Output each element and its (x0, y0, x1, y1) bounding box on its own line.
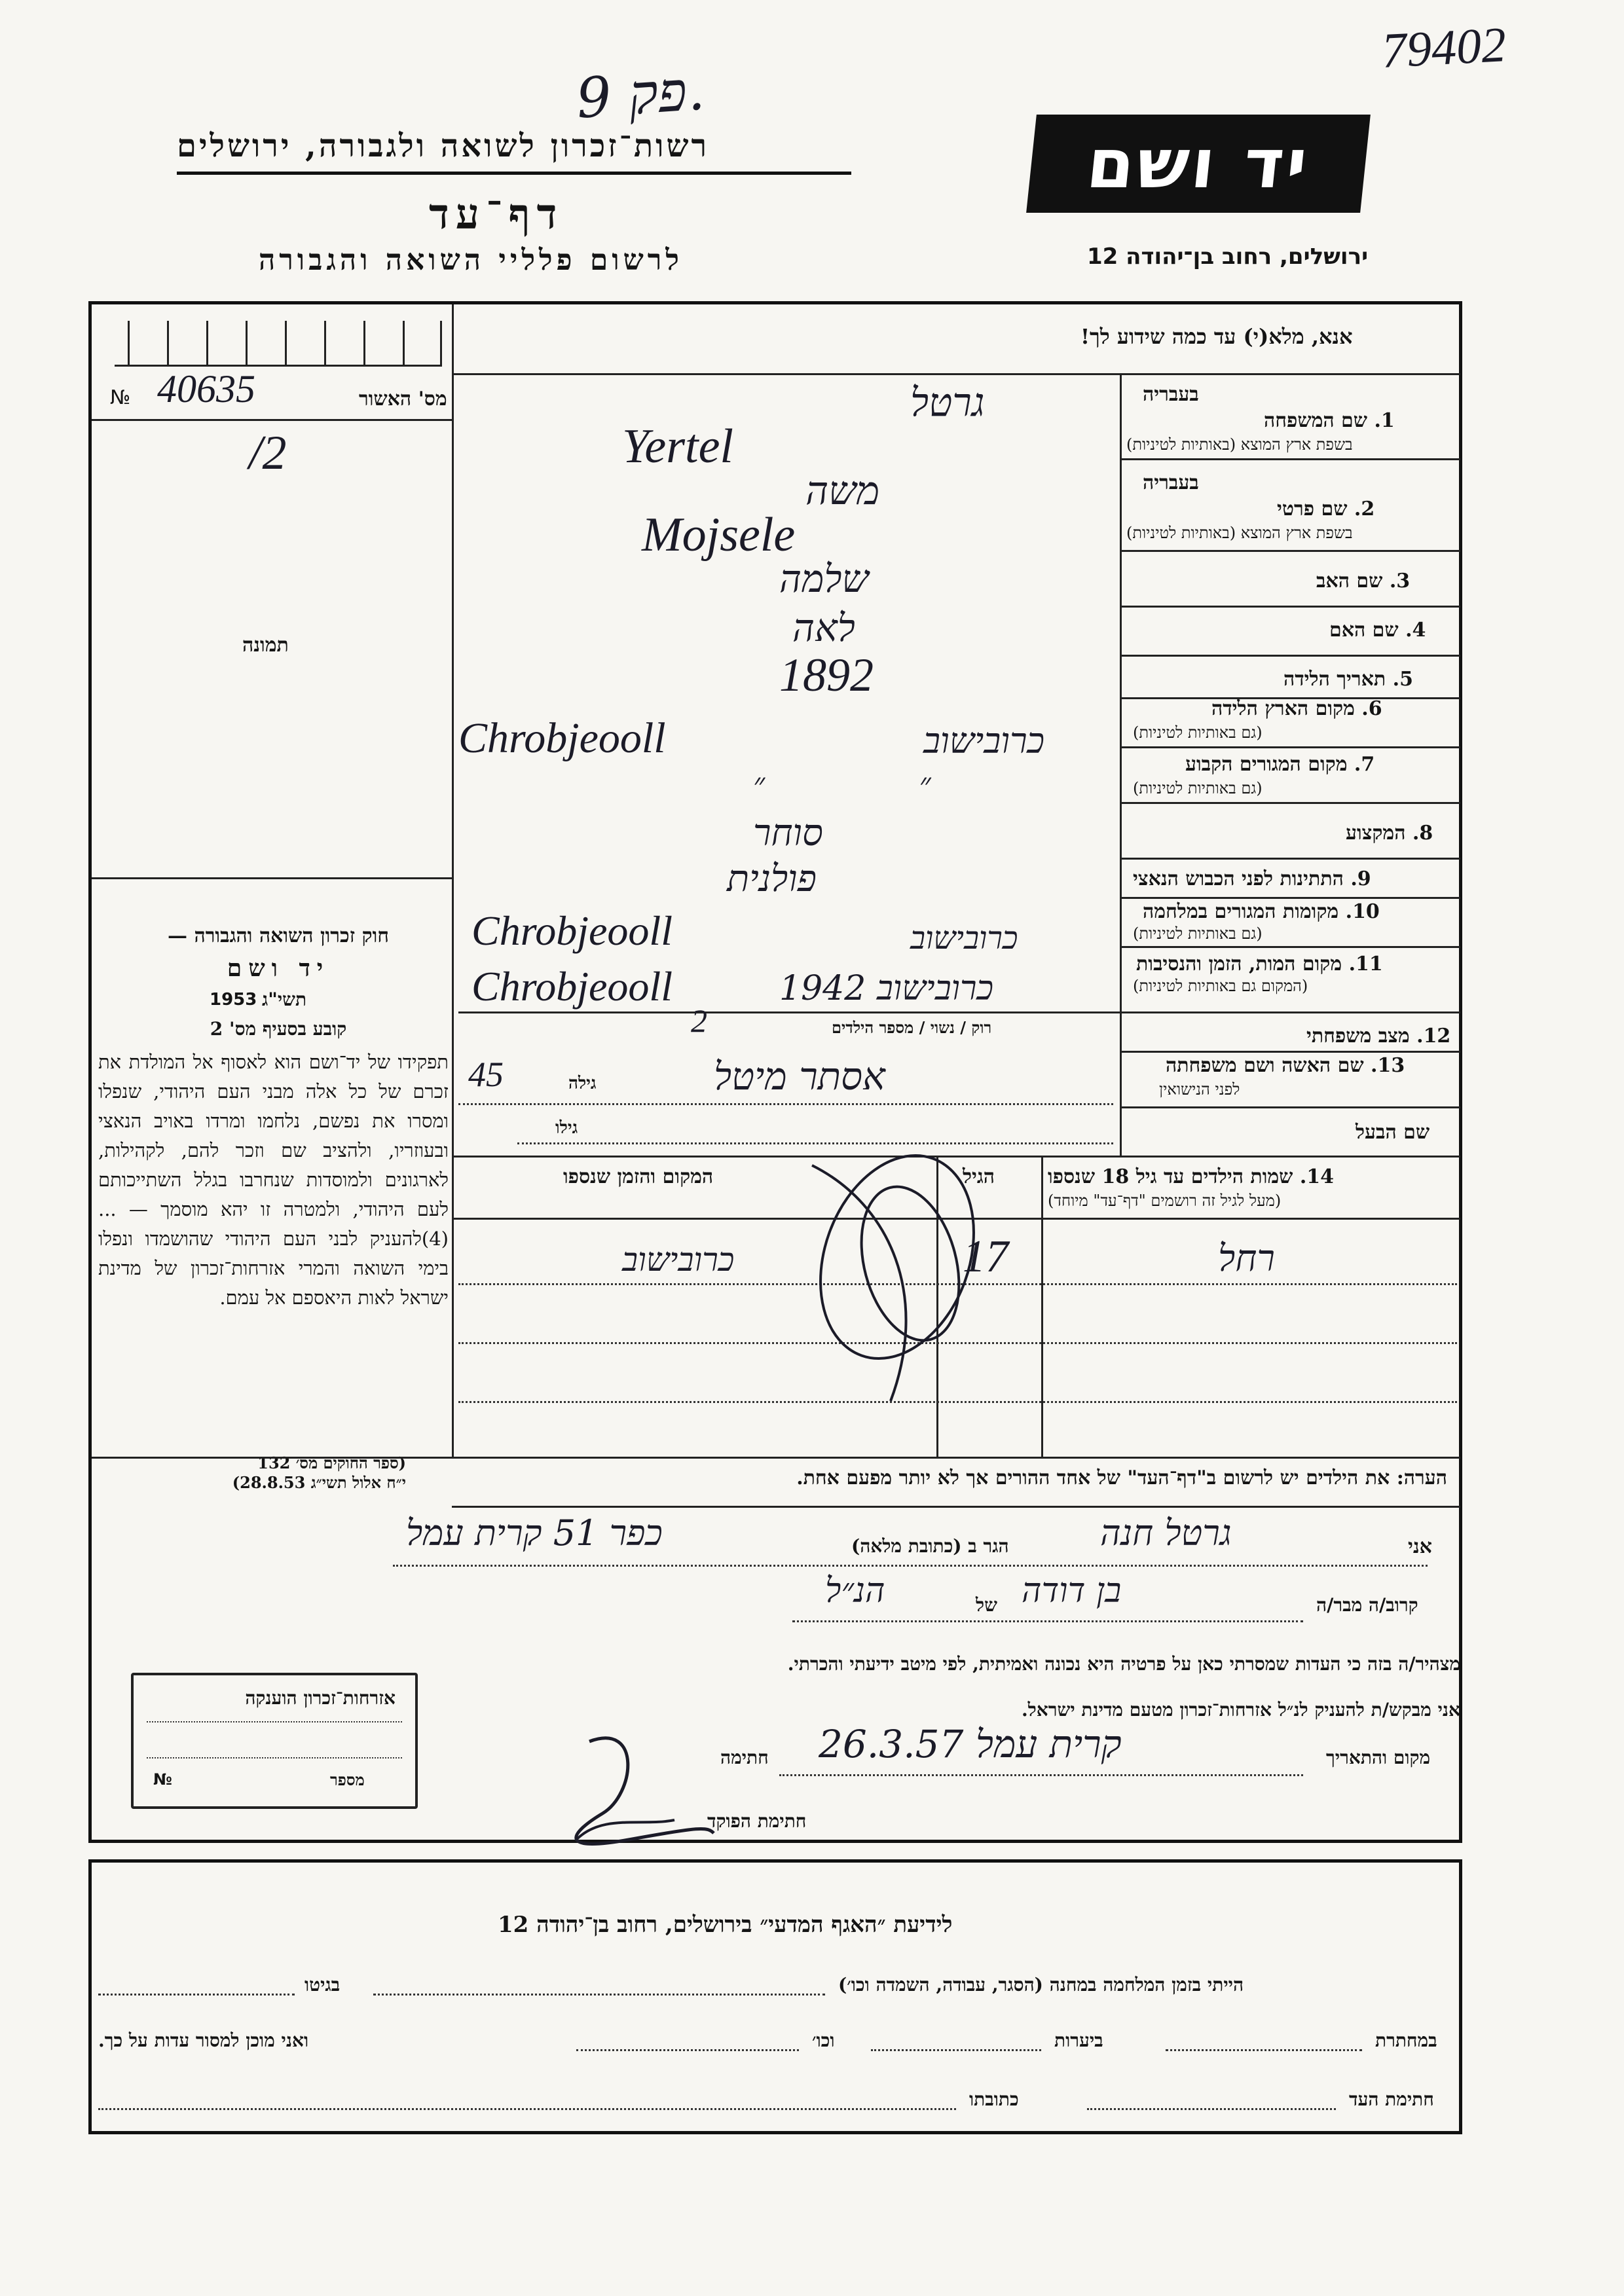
decl-request: אני מבקש/ת להעניק לנ״ל אזרחות־זכרון מטעם מדינת ישראל. (1021, 1699, 1460, 1721)
field-9-label: 9. התתינות לפני הכבוש הנאצי (1133, 867, 1371, 890)
field-11-value[interactable]: כרובישוב 1942 (779, 969, 994, 1008)
note-bottom-line (452, 1506, 1460, 1508)
signature-scribble (550, 1715, 720, 1859)
bottom-line-1-end: בגיטו (304, 1974, 341, 1995)
row-line-11 (458, 1011, 1460, 1013)
field-12-value[interactable]: 2 (691, 1002, 707, 1039)
field-10-sublabel: (גם באותיות לטיניות) (1133, 924, 1263, 943)
row-line-10 (1120, 946, 1460, 948)
note-text: הערה: את הילדים יש לרשום ב"דף־העד" של אחד ההורים אך לא יותר מפעם אחת. (796, 1467, 1447, 1489)
field-3-value[interactable]: שלמה (779, 556, 869, 601)
field-9-value[interactable]: פולנית (727, 858, 817, 900)
field-1-hebrew-label: בעבריה (1143, 383, 1199, 406)
approval-sub[interactable]: /2 (249, 426, 287, 480)
field-7-sublabel: (גם באותיות לטיניות) (1133, 779, 1263, 797)
decl-mid: הגר ב (כתובת מלאה) (851, 1535, 1009, 1557)
note-top-line (92, 1457, 1460, 1459)
field-6-label: 6. מקום הארץ הלידה (1211, 697, 1382, 720)
authority-underline (177, 172, 851, 175)
field-3-label: 3. שם האב (1316, 570, 1411, 592)
bottom-fill-2c (576, 2049, 799, 2051)
field-13-value[interactable]: אסתר מיטל (714, 1054, 885, 1099)
field-13-age[interactable]: 45 (468, 1055, 504, 1094)
bottom-fill-2b (871, 2049, 1041, 2051)
row-line-13b (1120, 1106, 1460, 1108)
bottom-line-2b: ביערות (1054, 2030, 1103, 2051)
row-line-7 (1120, 802, 1460, 804)
field-11-latin-value[interactable]: Chrobjeooll (471, 963, 673, 1010)
stamp-title: אזרחות־זכרון הוענקה (245, 1687, 396, 1709)
field-10-label: 10. מקומות המגורים במלחמה (1143, 900, 1380, 923)
row-line-3 (1120, 606, 1460, 608)
field-4-label: 4. שם האם (1329, 619, 1426, 642)
field-6-latin-value[interactable]: Chrobjeooll (458, 714, 666, 762)
bottom-fill-3b (98, 2108, 956, 2110)
field-2-sublabel: בשפת ארץ המוצא (באותיות לטיניות) (1126, 524, 1353, 542)
field-14-age-header: הגיל (963, 1165, 995, 1188)
field-12-label: 12. מצב משפחתי (1306, 1025, 1451, 1048)
child-age[interactable]: 17 (963, 1231, 1008, 1282)
decl-statement: מצהיר/ה בזה כי העדות שמסרתי כאן על פרטיה היא נכונה ואמיתית, לפי מיטב ידיעתי והכרתי. (787, 1653, 1460, 1675)
photo-label: תמונה (242, 634, 289, 657)
bottom-line-3b: כתובתו (969, 2088, 1019, 2110)
header-address: ירושלים, רחוב בן־יהודה 12 (1087, 244, 1369, 270)
place-date-line (779, 1774, 1303, 1776)
bottom-line-1: הייתי בזמן המלחמה במחנה (הסגר, עבודה, השמדה וכו׳) (838, 1974, 1244, 1995)
row-line-4 (1120, 655, 1460, 657)
field-11-sublabel: (המקום גם באותיות לטיניות) (1133, 977, 1308, 995)
field-2-latin-value[interactable]: Mojsele (642, 508, 796, 562)
law-footnote-1: (ספר החוקים מס׳ 132 (257, 1453, 406, 1472)
place-date-label: מקום והתאריך (1326, 1747, 1431, 1768)
field-6-hebrew-value[interactable]: כרובישוב (923, 720, 1044, 761)
husband-age-label: גילו (555, 1118, 578, 1138)
husband-label: שם הבעל (1356, 1121, 1430, 1144)
bottom-fill-1 (373, 1994, 825, 1995)
row-line-13 (458, 1103, 1113, 1105)
child-name[interactable]: רחל (1218, 1237, 1275, 1280)
place-date-value[interactable]: קרית עמל 26.3.57 (819, 1722, 1122, 1766)
field-10-latin-value[interactable]: Chrobjeooll (471, 907, 673, 954)
field-12-options: רוק / נשוי / מספר הילדים (832, 1018, 992, 1037)
bottom-title: לידיעת ״האגף המדעי״ בירושלים, רחוב בן־יהודה 12 (498, 1912, 953, 1938)
label-column-divider (1120, 373, 1122, 1156)
law-text: תפקידו של יד־ושם הוא לאסוף אל המולדת את זכרם של כל אלה מבני העם היהודי, שנפלו ומסרו את נפשם, נלחמו ומרדו באויב הנאצי ובעוזריו, ולהציב שם וזכר להם, לקהילות, לארגונים ולמוסדות שנחרבו בגלל השתייכותם לעם היהודי, ולמטרה זו יהא מוסמך — ...(4)להעניק לבני העם היהודי שהושמדו ונפלו בימי השואה והמרי אזרחות־זכרון של מדינת ישראל לאות היאספם אל עמם. (98, 1051, 449, 1309)
field-2-label: 2. שם פרטי (1277, 498, 1375, 520)
bottom-fill-3a (1087, 2108, 1336, 2110)
bottom-line-2a: במחתרת (1375, 2030, 1437, 2051)
field-5-label: 5. תאריך הלידה (1283, 668, 1413, 691)
law-logo: יד ושם (227, 955, 330, 982)
top-handwritten-note: פק 9. (574, 58, 707, 131)
field-11-label: 11. מקום המות, הזמן והנסיבות (1136, 953, 1383, 975)
intro-line: אנא, מלא(י) עד כמה שידוע לך! (1080, 324, 1353, 349)
field-1-sublabel: בשפת ארץ המוצא (באותיות לטיניות) (1126, 435, 1353, 454)
field-8-value[interactable]: סוחר (753, 812, 823, 854)
stamp-no-symbol: № (153, 1770, 172, 1789)
field-8-label: 8. המקצוע (1346, 822, 1433, 845)
field-1-hebrew-value[interactable]: גרטל (910, 380, 985, 426)
approval-label: מס' האשור (359, 388, 447, 410)
row-line-6 (1120, 746, 1460, 748)
law-footnote-2: י״ח אלול תשי״ג 28.8.53) (232, 1473, 406, 1492)
field-6-sublabel: (גם באותיות לטיניות) (1133, 723, 1263, 742)
field-2-hebrew-value[interactable]: משה (805, 468, 880, 514)
field-5-value[interactable]: 1892 (779, 649, 874, 701)
photo-bottom-line (92, 877, 452, 879)
approval-number[interactable]: 40635 (157, 367, 255, 410)
children-col-1 (1041, 1156, 1043, 1457)
decl-line-1 (393, 1565, 1428, 1567)
bottom-line-2d: ואני מוכן למסור עדות על כך. (98, 2030, 309, 2051)
scribble-mark (760, 1126, 1035, 1414)
decl-address[interactable]: כפר 51 קרית עמל (406, 1512, 663, 1554)
field-7-label: 7. מקום המגורים הקבוע (1185, 753, 1375, 776)
field-14-label: 14. שמות הילדים עד גיל 18 שנספו (1048, 1165, 1335, 1188)
decl-subject[interactable]: הנ״ל (825, 1571, 885, 1611)
field-2-hebrew-label: בעבריה (1143, 471, 1199, 494)
yad-vashem-logo: יד ושם (1026, 115, 1371, 213)
field-14-place-header: המקום והזמן שנספו (563, 1165, 714, 1188)
decl-relation[interactable]: בן דודה (1022, 1571, 1122, 1611)
approval-no-symbol: № (110, 386, 131, 409)
row-line-9 (1120, 897, 1460, 899)
law-year-hebrew: תשי"ג (262, 989, 307, 1010)
law-year: 1953 (210, 990, 257, 1010)
signature-label: חתימה (720, 1747, 769, 1768)
field-1-latin-value[interactable]: Yertel (622, 420, 733, 473)
scientific-dept-box (88, 1859, 1462, 2134)
approval-line (92, 419, 452, 421)
punch-ticks (115, 321, 442, 367)
form-subtitle: לרשום פלליי השואה והגבורה (259, 244, 683, 277)
row-line-12 (1120, 1051, 1460, 1053)
bottom-line-2c: וכו׳ (812, 2030, 835, 2051)
form-title: דף־עד (429, 190, 564, 239)
law-clause: קובע בסעיף מס' 2 (210, 1018, 347, 1040)
bottom-fill-2a (1166, 2049, 1362, 2051)
row-line-1 (1120, 458, 1460, 460)
field-13-age-label: גילה (568, 1074, 597, 1093)
field-1-label: 1. שם המשפחה (1264, 409, 1395, 432)
corner-number: 79402 (1380, 17, 1508, 79)
decl-of: של (976, 1594, 997, 1616)
decl-line-2 (792, 1620, 1303, 1622)
intro-row-line (452, 373, 1460, 375)
row-line-8 (1120, 858, 1460, 860)
child-place[interactable]: כרובישוב (622, 1241, 735, 1279)
decl-name[interactable]: גרטל חנה (1100, 1512, 1232, 1554)
authority-name: רשות־זכרון לשואה ולגבורה, ירושלים (177, 128, 710, 164)
citizenship-stamp-box (131, 1673, 418, 1809)
field-14-sublabel: (מעל לגיל זה רושמים "דף־עד" מיוחד) (1048, 1192, 1282, 1210)
law-title: חוק זכרון השואה והגבורה — (168, 924, 389, 947)
left-column-divider (452, 304, 454, 1457)
field-10-hebrew-value[interactable]: כרובישוב (910, 920, 1018, 957)
stamp-number-label: מספר (330, 1770, 365, 1789)
field-13-label: 13. שם האשה ושם משפחתה (1166, 1054, 1405, 1077)
bottom-line-3a: חתימת העד (1349, 2088, 1434, 2110)
officer-label: חתימת הפוקד (707, 1810, 807, 1832)
row-line-2 (1120, 550, 1460, 552)
bottom-fill-1b (98, 1994, 295, 1995)
field-4-value[interactable]: לאה (792, 606, 855, 650)
field-13-sublabel: לפני הנישואין (1159, 1080, 1240, 1099)
decl-prefix: אני (1408, 1535, 1432, 1558)
field-7-value[interactable]: ״ ״ (753, 766, 931, 803)
decl-relation-label: קרוב/ה מבר/ה (1316, 1594, 1418, 1616)
